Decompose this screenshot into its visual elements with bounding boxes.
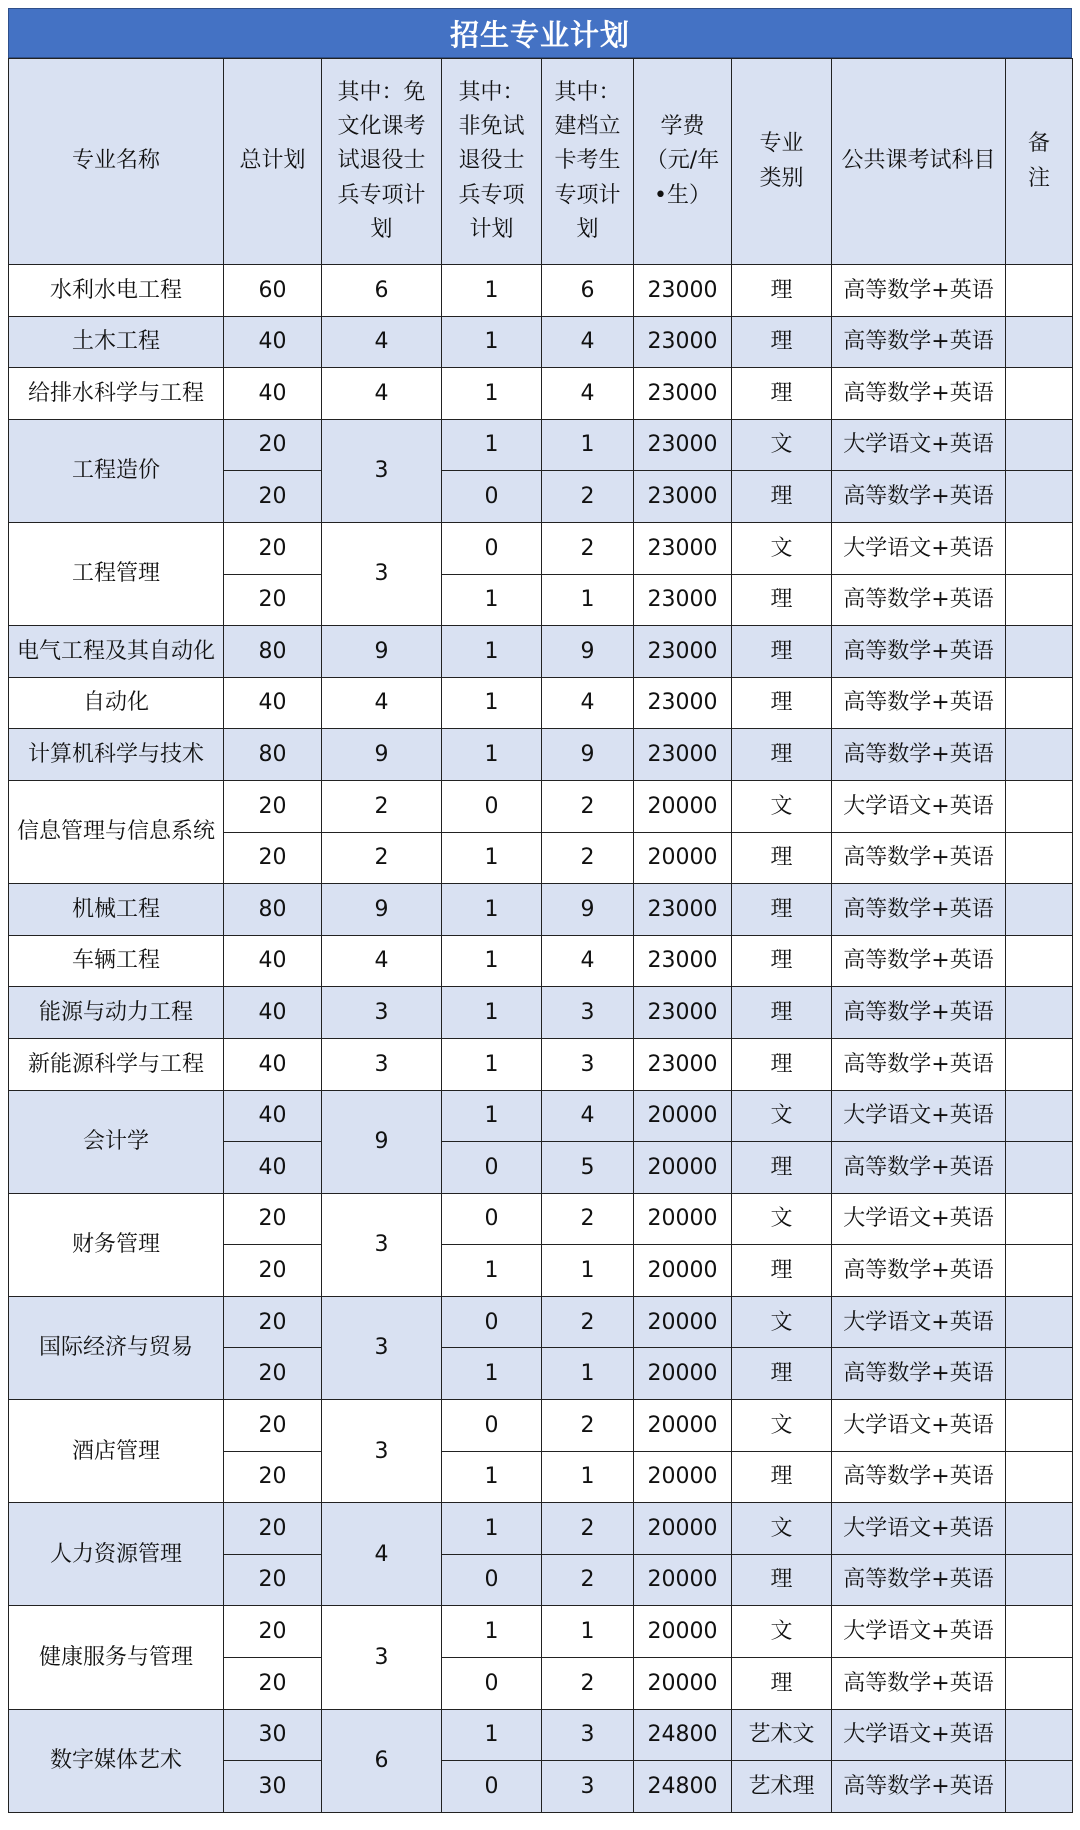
total-plan-cell: 40	[224, 1142, 322, 1194]
exam-subjects-cell: 高等数学+英语	[832, 884, 1006, 936]
tuition-cell: 20000	[634, 832, 732, 884]
nonexempt-veteran-cell: 1	[442, 1451, 542, 1503]
header-remark: 备注	[1006, 59, 1073, 265]
major-name-cell: 工程造价	[9, 419, 224, 522]
header-row	[9, 59, 1073, 265]
remark-cell	[1006, 1451, 1073, 1503]
remark-cell	[1006, 832, 1073, 884]
poverty-plan-cell: 4	[542, 1090, 634, 1142]
poverty-plan-cell: 3	[542, 1038, 634, 1090]
poverty-plan-cell: 4	[542, 677, 634, 729]
tuition-cell: 20000	[634, 1400, 732, 1452]
category-cell: 文	[732, 1296, 832, 1348]
total-plan-cell: 20	[224, 1503, 322, 1555]
exempt-veteran-cell: 4	[322, 1503, 442, 1606]
total-plan-cell: 20	[224, 1554, 322, 1606]
remark-cell	[1006, 1709, 1073, 1761]
remark-cell	[1006, 884, 1073, 936]
header-total-plan: 总计划	[224, 59, 322, 265]
major-name-cell: 水利水电工程	[9, 265, 224, 317]
tuition-cell: 24800	[634, 1761, 732, 1813]
exam-subjects-cell: 高等数学+英语	[832, 935, 1006, 987]
table-row	[9, 1400, 1073, 1452]
exam-subjects-cell: 高等数学+英语	[832, 1658, 1006, 1710]
total-plan-cell: 30	[224, 1761, 322, 1813]
nonexempt-veteran-cell: 0	[442, 1761, 542, 1813]
poverty-plan-cell: 2	[542, 1400, 634, 1452]
remark-cell	[1006, 1038, 1073, 1090]
exempt-veteran-cell: 9	[322, 1090, 442, 1193]
exempt-veteran-cell: 3	[322, 1296, 442, 1399]
table-row	[9, 1503, 1073, 1555]
total-plan-cell: 80	[224, 626, 322, 678]
exam-subjects-cell: 高等数学+英语	[832, 677, 1006, 729]
table-row	[9, 729, 1073, 781]
poverty-plan-cell: 9	[542, 729, 634, 781]
remark-cell	[1006, 1348, 1073, 1400]
nonexempt-veteran-cell: 0	[442, 1400, 542, 1452]
major-name-cell: 酒店管理	[9, 1400, 224, 1503]
total-plan-cell: 40	[224, 368, 322, 420]
poverty-plan-cell: 9	[542, 626, 634, 678]
exam-subjects-cell: 高等数学+英语	[832, 832, 1006, 884]
nonexempt-veteran-cell: 1	[442, 1348, 542, 1400]
exempt-veteran-cell: 6	[322, 1709, 442, 1812]
poverty-plan-cell: 1	[542, 1245, 634, 1297]
exam-subjects-cell: 高等数学+英语	[832, 729, 1006, 781]
tuition-cell: 20000	[634, 780, 732, 832]
poverty-plan-cell: 2	[542, 780, 634, 832]
total-plan-cell: 20	[224, 1348, 322, 1400]
exam-subjects-cell: 高等数学+英语	[832, 368, 1006, 420]
tuition-cell: 20000	[634, 1658, 732, 1710]
nonexempt-veteran-cell: 1	[442, 368, 542, 420]
exempt-veteran-cell: 9	[322, 729, 442, 781]
remark-cell	[1006, 368, 1073, 420]
category-cell: 理	[732, 316, 832, 368]
exempt-veteran-cell: 4	[322, 935, 442, 987]
total-plan-cell: 20	[224, 574, 322, 626]
nonexempt-veteran-cell: 0	[442, 1658, 542, 1710]
exam-subjects-cell: 高等数学+英语	[832, 1451, 1006, 1503]
table-row	[9, 522, 1073, 574]
exempt-veteran-cell: 9	[322, 626, 442, 678]
exam-subjects-cell: 高等数学+英语	[832, 1142, 1006, 1194]
exempt-veteran-cell: 2	[322, 780, 442, 832]
category-cell: 理	[732, 471, 832, 523]
tuition-cell: 20000	[634, 1503, 732, 1555]
category-cell: 理	[732, 1142, 832, 1194]
exam-subjects-cell: 大学语文+英语	[832, 1090, 1006, 1142]
table-row	[9, 1709, 1073, 1761]
exempt-veteran-cell: 9	[322, 884, 442, 936]
tuition-cell: 23000	[634, 677, 732, 729]
nonexempt-veteran-cell: 1	[442, 1245, 542, 1297]
nonexempt-veteran-cell: 1	[442, 419, 542, 471]
tuition-cell: 20000	[634, 1090, 732, 1142]
category-cell: 理	[732, 884, 832, 936]
category-cell: 理	[732, 368, 832, 420]
table-row	[9, 368, 1073, 420]
exempt-veteran-cell: 3	[322, 1606, 442, 1709]
remark-cell	[1006, 626, 1073, 678]
tuition-cell: 20000	[634, 1142, 732, 1194]
total-plan-cell: 20	[224, 1193, 322, 1245]
remark-cell	[1006, 471, 1073, 523]
nonexempt-veteran-cell: 1	[442, 1709, 542, 1761]
category-cell: 理	[732, 265, 832, 317]
remark-cell	[1006, 935, 1073, 987]
total-plan-cell: 20	[224, 1606, 322, 1658]
exam-subjects-cell: 大学语文+英语	[832, 1606, 1006, 1658]
poverty-plan-cell: 3	[542, 1761, 634, 1813]
table-row	[9, 1606, 1073, 1658]
total-plan-cell: 40	[224, 1090, 322, 1142]
total-plan-cell: 20	[224, 1296, 322, 1348]
remark-cell	[1006, 316, 1073, 368]
category-cell: 理	[732, 935, 832, 987]
tuition-cell: 24800	[634, 1709, 732, 1761]
major-name-cell: 人力资源管理	[9, 1503, 224, 1606]
exempt-veteran-cell: 3	[322, 1400, 442, 1503]
header-category: 专业类别	[732, 59, 832, 265]
poverty-plan-cell: 1	[542, 574, 634, 626]
tuition-cell: 20000	[634, 1245, 732, 1297]
poverty-plan-cell: 4	[542, 935, 634, 987]
enrollment-plan-table	[8, 58, 1073, 1813]
tuition-cell: 23000	[634, 265, 732, 317]
table-row	[9, 265, 1073, 317]
exempt-veteran-cell: 6	[322, 265, 442, 317]
category-cell: 理	[732, 1554, 832, 1606]
poverty-plan-cell: 4	[542, 316, 634, 368]
tuition-cell: 20000	[634, 1296, 732, 1348]
header-exempt-veteran-plan: 其中：免文化课考试退役士兵专项计划	[322, 59, 442, 265]
table-row	[9, 1296, 1073, 1348]
total-plan-cell: 60	[224, 265, 322, 317]
table-row	[9, 780, 1073, 832]
exam-subjects-cell: 高等数学+英语	[832, 1038, 1006, 1090]
nonexempt-veteran-cell: 0	[442, 780, 542, 832]
major-name-cell: 电气工程及其自动化	[9, 626, 224, 678]
poverty-plan-cell: 3	[542, 1709, 634, 1761]
tuition-cell: 23000	[634, 522, 732, 574]
exam-subjects-cell: 大学语文+英语	[832, 1193, 1006, 1245]
nonexempt-veteran-cell: 0	[442, 522, 542, 574]
total-plan-cell: 40	[224, 316, 322, 368]
exam-subjects-cell: 大学语文+英语	[832, 419, 1006, 471]
total-plan-cell: 40	[224, 935, 322, 987]
exempt-veteran-cell: 3	[322, 419, 442, 522]
poverty-plan-cell: 6	[542, 265, 634, 317]
tuition-cell: 23000	[634, 1038, 732, 1090]
total-plan-cell: 40	[224, 677, 322, 729]
nonexempt-veteran-cell: 1	[442, 316, 542, 368]
total-plan-cell: 20	[224, 419, 322, 471]
exam-subjects-cell: 大学语文+英语	[832, 522, 1006, 574]
exempt-veteran-cell: 4	[322, 677, 442, 729]
nonexempt-veteran-cell: 1	[442, 987, 542, 1039]
table-row	[9, 419, 1073, 471]
exempt-veteran-cell: 4	[322, 316, 442, 368]
major-name-cell: 给排水科学与工程	[9, 368, 224, 420]
remark-cell	[1006, 1606, 1073, 1658]
category-cell: 文	[732, 1193, 832, 1245]
major-name-cell: 车辆工程	[9, 935, 224, 987]
exam-subjects-cell: 大学语文+英语	[832, 1296, 1006, 1348]
category-cell: 文	[732, 1606, 832, 1658]
category-cell: 文	[732, 1400, 832, 1452]
total-plan-cell: 20	[224, 780, 322, 832]
remark-cell	[1006, 1658, 1073, 1710]
table-row	[9, 677, 1073, 729]
header-tuition: 学费（元/年•生）	[634, 59, 732, 265]
category-cell: 文	[732, 1503, 832, 1555]
category-cell: 文	[732, 780, 832, 832]
table-title: 招生专业计划	[8, 8, 1072, 58]
poverty-plan-cell: 1	[542, 419, 634, 471]
major-name-cell: 健康服务与管理	[9, 1606, 224, 1709]
major-name-cell: 新能源科学与工程	[9, 1038, 224, 1090]
table-row	[9, 1193, 1073, 1245]
exam-subjects-cell: 大学语文+英语	[832, 1400, 1006, 1452]
tuition-cell: 23000	[634, 471, 732, 523]
poverty-plan-cell: 2	[542, 1193, 634, 1245]
tuition-cell: 23000	[634, 368, 732, 420]
exam-subjects-cell: 高等数学+英语	[832, 626, 1006, 678]
poverty-plan-cell: 2	[542, 832, 634, 884]
exempt-veteran-cell: 3	[322, 1193, 442, 1296]
category-cell: 理	[732, 1348, 832, 1400]
total-plan-cell: 20	[224, 1245, 322, 1297]
remark-cell	[1006, 1761, 1073, 1813]
category-cell: 理	[732, 574, 832, 626]
remark-cell	[1006, 574, 1073, 626]
tuition-cell: 20000	[634, 1451, 732, 1503]
poverty-plan-cell: 2	[542, 1554, 634, 1606]
tuition-cell: 23000	[634, 935, 732, 987]
category-cell: 艺术文	[732, 1709, 832, 1761]
exam-subjects-cell: 高等数学+英语	[832, 1348, 1006, 1400]
exam-subjects-cell: 高等数学+英语	[832, 471, 1006, 523]
total-plan-cell: 30	[224, 1709, 322, 1761]
remark-cell	[1006, 1245, 1073, 1297]
table-row	[9, 316, 1073, 368]
exempt-veteran-cell: 3	[322, 1038, 442, 1090]
nonexempt-veteran-cell: 0	[442, 1193, 542, 1245]
table-row	[9, 884, 1073, 936]
table-row	[9, 626, 1073, 678]
category-cell: 理	[732, 729, 832, 781]
table-row	[9, 1038, 1073, 1090]
category-cell: 理	[732, 626, 832, 678]
tuition-cell: 23000	[634, 419, 732, 471]
category-cell: 理	[732, 1245, 832, 1297]
exempt-veteran-cell: 3	[322, 987, 442, 1039]
total-plan-cell: 20	[224, 471, 322, 523]
remark-cell	[1006, 677, 1073, 729]
nonexempt-veteran-cell: 1	[442, 574, 542, 626]
major-name-cell: 能源与动力工程	[9, 987, 224, 1039]
header-major-name: 专业名称	[9, 59, 224, 265]
table-row	[9, 1090, 1073, 1142]
remark-cell	[1006, 1400, 1073, 1452]
nonexempt-veteran-cell: 1	[442, 265, 542, 317]
exam-subjects-cell: 大学语文+英语	[832, 780, 1006, 832]
remark-cell	[1006, 1296, 1073, 1348]
exam-subjects-cell: 高等数学+英语	[832, 1554, 1006, 1606]
exempt-veteran-cell: 3	[322, 522, 442, 625]
exam-subjects-cell: 高等数学+英语	[832, 316, 1006, 368]
poverty-plan-cell: 2	[542, 522, 634, 574]
remark-cell	[1006, 1090, 1073, 1142]
nonexempt-veteran-cell: 1	[442, 1090, 542, 1142]
major-name-cell: 机械工程	[9, 884, 224, 936]
exam-subjects-cell: 高等数学+英语	[832, 987, 1006, 1039]
total-plan-cell: 20	[224, 1400, 322, 1452]
remark-cell	[1006, 1142, 1073, 1194]
tuition-cell: 20000	[634, 1193, 732, 1245]
poverty-plan-cell: 2	[542, 471, 634, 523]
tuition-cell: 23000	[634, 729, 732, 781]
category-cell: 文	[732, 1090, 832, 1142]
exam-subjects-cell: 高等数学+英语	[832, 265, 1006, 317]
exam-subjects-cell: 高等数学+英语	[832, 1245, 1006, 1297]
remark-cell	[1006, 1193, 1073, 1245]
category-cell: 艺术理	[732, 1761, 832, 1813]
category-cell: 理	[732, 677, 832, 729]
major-name-cell: 土木工程	[9, 316, 224, 368]
remark-cell	[1006, 1554, 1073, 1606]
remark-cell	[1006, 419, 1073, 471]
nonexempt-veteran-cell: 1	[442, 884, 542, 936]
total-plan-cell: 40	[224, 1038, 322, 1090]
major-name-cell: 信息管理与信息系统	[9, 780, 224, 883]
exam-subjects-cell: 大学语文+英语	[832, 1503, 1006, 1555]
exam-subjects-cell: 大学语文+英语	[832, 1709, 1006, 1761]
total-plan-cell: 80	[224, 884, 322, 936]
tuition-cell: 20000	[634, 1348, 732, 1400]
remark-cell	[1006, 729, 1073, 781]
remark-cell	[1006, 265, 1073, 317]
nonexempt-veteran-cell: 0	[442, 1142, 542, 1194]
poverty-plan-cell: 2	[542, 1503, 634, 1555]
nonexempt-veteran-cell: 1	[442, 935, 542, 987]
major-name-cell: 会计学	[9, 1090, 224, 1193]
poverty-plan-cell: 1	[542, 1348, 634, 1400]
nonexempt-veteran-cell: 1	[442, 1606, 542, 1658]
nonexempt-veteran-cell: 1	[442, 729, 542, 781]
remark-cell	[1006, 522, 1073, 574]
category-cell: 理	[732, 987, 832, 1039]
nonexempt-veteran-cell: 0	[442, 1296, 542, 1348]
exempt-veteran-cell: 4	[322, 368, 442, 420]
category-cell: 文	[732, 522, 832, 574]
major-name-cell: 计算机科学与技术	[9, 729, 224, 781]
poverty-plan-cell: 9	[542, 884, 634, 936]
nonexempt-veteran-cell: 1	[442, 677, 542, 729]
table-body	[9, 265, 1073, 1813]
nonexempt-veteran-cell: 1	[442, 1038, 542, 1090]
total-plan-cell: 20	[224, 1658, 322, 1710]
total-plan-cell: 20	[224, 522, 322, 574]
total-plan-cell: 20	[224, 832, 322, 884]
poverty-plan-cell: 3	[542, 987, 634, 1039]
total-plan-cell: 20	[224, 1451, 322, 1503]
total-plan-cell: 80	[224, 729, 322, 781]
tuition-cell: 23000	[634, 626, 732, 678]
major-name-cell: 工程管理	[9, 522, 224, 625]
nonexempt-veteran-cell: 1	[442, 626, 542, 678]
exam-subjects-cell: 高等数学+英语	[832, 1761, 1006, 1813]
category-cell: 文	[732, 419, 832, 471]
tuition-cell: 23000	[634, 316, 732, 368]
tuition-cell: 23000	[634, 574, 732, 626]
enrollment-plan-sheet	[8, 8, 1072, 1813]
header-exam-subjects: 公共课考试科目	[832, 59, 1006, 265]
nonexempt-veteran-cell: 1	[442, 832, 542, 884]
exempt-veteran-cell: 2	[322, 832, 442, 884]
category-cell: 理	[732, 1658, 832, 1710]
nonexempt-veteran-cell: 0	[442, 1554, 542, 1606]
major-name-cell: 数字媒体艺术	[9, 1709, 224, 1812]
remark-cell	[1006, 1503, 1073, 1555]
table-row	[9, 935, 1073, 987]
poverty-plan-cell: 1	[542, 1451, 634, 1503]
exam-subjects-cell: 高等数学+英语	[832, 574, 1006, 626]
tuition-cell: 23000	[634, 884, 732, 936]
major-name-cell: 国际经济与贸易	[9, 1296, 224, 1399]
category-cell: 理	[732, 1451, 832, 1503]
nonexempt-veteran-cell: 0	[442, 471, 542, 523]
tuition-cell: 20000	[634, 1606, 732, 1658]
total-plan-cell: 40	[224, 987, 322, 1039]
poverty-plan-cell: 2	[542, 1296, 634, 1348]
remark-cell	[1006, 987, 1073, 1039]
poverty-plan-cell: 1	[542, 1606, 634, 1658]
header-nonexempt-veteran-plan: 其中：非免试退役士兵专项计划	[442, 59, 542, 265]
poverty-plan-cell: 5	[542, 1142, 634, 1194]
category-cell: 理	[732, 832, 832, 884]
header-poverty-plan: 其中：建档立卡考生专项计划	[542, 59, 634, 265]
major-name-cell: 财务管理	[9, 1193, 224, 1296]
nonexempt-veteran-cell: 1	[442, 1503, 542, 1555]
poverty-plan-cell: 2	[542, 1658, 634, 1710]
table-row	[9, 987, 1073, 1039]
remark-cell	[1006, 780, 1073, 832]
major-name-cell: 自动化	[9, 677, 224, 729]
tuition-cell: 23000	[634, 987, 732, 1039]
tuition-cell: 20000	[634, 1554, 732, 1606]
poverty-plan-cell: 4	[542, 368, 634, 420]
category-cell: 理	[732, 1038, 832, 1090]
